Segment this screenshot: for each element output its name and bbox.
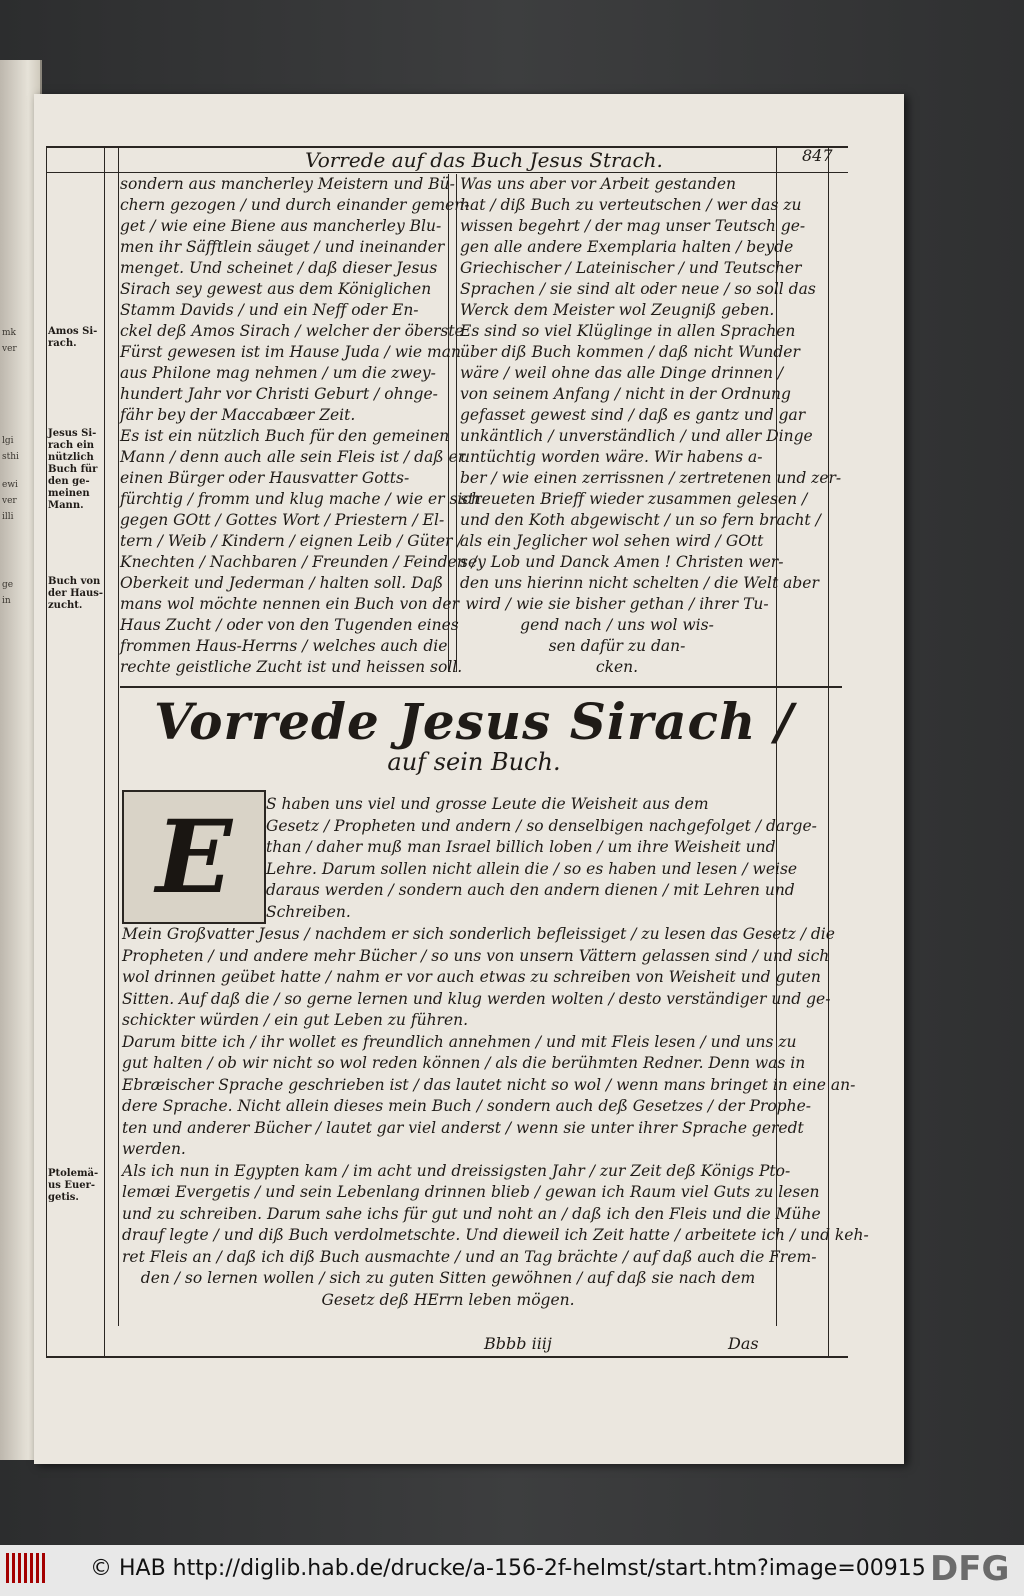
text-line: rechte geistliche Zucht ist und heissen soll. [120, 658, 463, 676]
text-line: von seinem Anfang / nicht in der Ordnung [460, 385, 791, 403]
frame-rule-right [828, 146, 829, 1356]
hab-logo-icon [6, 1553, 46, 1583]
text-line: tern / Weib / Kindern / eignen Leib / Güter / [120, 532, 463, 550]
facing-page-fragment: ver [2, 344, 17, 354]
text-line: get / wie eine Biene aus mancherley Blu- [120, 217, 442, 235]
body-text [122, 924, 869, 1311]
text-line: untüchtig worden wäre. Wir habens a- [460, 448, 763, 466]
text-line: werden. [122, 1140, 186, 1158]
text-line: unkäntlich / unverständlich / und aller Dinge [460, 427, 813, 445]
text-line: Gesetz deß HErrn leben mögen. [321, 1290, 575, 1309]
text-line: Haus Zucht / oder von den Tugenden eines [120, 616, 459, 634]
text-line: drauf legte / und diß Buch verdolmetschte. Und dieweil ich Zeit hatte / arbeitete ich / und keh- [122, 1226, 869, 1244]
text-line: Als ich nun in Egypten kam / im acht und dreissigsten Jahr / zur Zeit deß Königs Pto- [122, 1161, 791, 1180]
text-line: Was uns aber vor Arbeit gestanden [460, 175, 737, 193]
text-line: ckel deß Amos Sirach / welcher der öberste [120, 322, 464, 340]
text-line: einen Bürger oder Hausvatter Gotts- [120, 469, 410, 487]
text-line: hat / diß Buch zu verteutschen / wer das zu [460, 196, 802, 214]
frame-rule-bottom [46, 1356, 848, 1358]
facing-page-fragment: mk [2, 328, 16, 338]
page-number: 847 [802, 146, 833, 165]
text-line: Gesetz / Propheten und andern / so denselbigen nachgefolget / darge- [266, 816, 817, 835]
margin-note-amos: Amos Si- rach. [48, 326, 98, 349]
text-line: ret Fleis an / daß ich diß Buch ausmachte / und an Tag brächte / auf daß auch die Frem- [122, 1247, 817, 1266]
text-line: Lehre. Darum sollen nicht allein die / so es haben und lesen / weise [266, 859, 798, 878]
text-line: wol drinnen geübet hatte / nahm er vor auch etwas zu schreiben von Weisheit und guten [122, 968, 821, 986]
text-line: Mein Großvatter Jesus / nachdem er sich sonderlich befleissiget / zu lesen das Gesetz / die [122, 925, 835, 943]
title-separator [120, 686, 842, 688]
text-line: hundert Jahr vor Christi Geburt / ohnge- [120, 385, 438, 403]
text-line: gefasset gewest sind / daß es gantz und gar [460, 406, 806, 424]
text-line: cken. [595, 658, 639, 676]
facing-page-fragment: sthi [2, 452, 19, 462]
text-line: gegen GOtt / Gottes Wort / Priestern / El- [120, 511, 445, 529]
margin-note-useful-book: Jesus Si- rach ein nützlich Buch für den ge- meinen Mann. [48, 428, 98, 511]
text-line: Propheten / und andere mehr Bücher / so uns von unsern Vättern gelassen sind / und sich [122, 946, 830, 965]
text-line: wäre / weil ohne das alle Dinge drinnen / [460, 364, 784, 382]
margin-note-ptolemaeus: Ptolemä- us Euer- getis. [48, 1168, 99, 1203]
margin-rule [104, 146, 105, 1356]
text-line: Schreiben. [266, 902, 351, 921]
text-line: Sirach sey gewest aus dem Königlichen [120, 280, 432, 298]
text-line: ten und anderer Bücher / lautet gar viel anderst / wenn sie unter ihrer Sprache geredt [122, 1118, 804, 1137]
text-line: schickter würden / ein gut Leben zu führen. [122, 1011, 469, 1029]
text-line: gut halten / ob wir nicht so wol reden können / als die berühmten Redner. Denn was in [122, 1054, 806, 1072]
text-line: frommen Haus-Herrns / welches auch die [120, 637, 448, 655]
frame-rule-header [46, 172, 848, 173]
facing-page-fragment: ewi [2, 480, 18, 490]
text-line: Es ist ein nützlich Buch für den gemeinen [120, 427, 450, 445]
text-line: Oberkeit und Jederman / halten soll. Daß [120, 574, 444, 592]
text-line: wird / wie sie bisher gethan / ihrer Tu- [465, 595, 769, 613]
footer-bar [0, 1545, 1024, 1596]
text-line: streueten Brieff wieder zusammen gelesen / [460, 490, 808, 508]
text-line: Es sind so viel Klüglinge in allen Sprachen [460, 322, 796, 340]
facing-page-fragment: in [2, 596, 11, 606]
source-url: © HAB http://diglib.hab.de/drucke/a-156-2f-helmst/start.htm?image=00915 [90, 1556, 926, 1581]
text-line: aus Philone mag nehmen / um die zwey- [120, 364, 436, 382]
text-line: Sitten. Auf daß die / so gerne lernen und klug werden wolten / desto verständiger und ge- [122, 989, 831, 1008]
running-head: Vorrede auf das Buch Jesus Strach. [305, 148, 663, 172]
signature-mark: Bbbb iiij [484, 1334, 552, 1353]
text-line: Stamm Davids / und ein Neff oder En- [120, 301, 419, 319]
text-line: sen dafür zu dan- [548, 637, 686, 655]
text-line: ber / wie einen zerrissnen / zertretenen und zer- [460, 469, 842, 487]
text-line: Ebræischer Sprache geschrieben ist / das lautet nicht so wol / wenn mans bringet in eine an- [122, 1075, 856, 1094]
facing-page-fragment: ver [2, 496, 17, 506]
text-line: Mann / denn auch alle sein Fleis ist / daß er [120, 448, 466, 466]
text-line: den / so lernen wollen / sich zu guten Sitten gewöhnen / auf daß sie nach dem [140, 1269, 756, 1287]
text-line: sey Lob und Danck Amen ! Christen wer- [460, 553, 784, 571]
text-line: mans wol möchte nennen ein Buch von der [120, 595, 460, 613]
text-line: S haben uns viel und grosse Leute die Weisheit aus dem [266, 795, 709, 813]
facing-page-fragment: illi [2, 512, 14, 522]
text-line: und zu schreiben. Darum sahe ichs für gut und noht an / daß ich den Fleis und die Mühe [122, 1204, 821, 1223]
frame-rule-left [46, 146, 47, 1356]
text-line: den uns hierinn nicht schelten / die Welt aber [460, 574, 819, 592]
text-line: gen alle andere Exemplaria halten / beyde [460, 238, 794, 256]
section-title: Vorrede Jesus Sirach / [153, 692, 795, 751]
text-line: men ihr Säfftlein säuget / und ineinander [120, 238, 445, 256]
right-column [460, 174, 842, 678]
text-line: dere Sprache. Nicht allein dieses mein Buch / sondern auch deß Gesetzes / der Prophe- [122, 1097, 812, 1115]
text-line: Knechten / Nachbaren / Freunden / Feinden / [120, 553, 477, 571]
text-line: über diß Buch kommen / daß nicht Wunder [460, 343, 800, 361]
text-line: Sprachen / sie sind alt oder neue / so soll das [460, 280, 816, 298]
catchword: Das [728, 1334, 759, 1353]
text-line: Werck dem Meister wol Zeugniß geben. [460, 301, 775, 319]
text-line: und den Koth abgewischt / un so fern bracht / [460, 511, 821, 529]
text-line: wissen begehrt / der mag unser Teutsch ge- [460, 217, 806, 235]
text-rule-left [118, 146, 119, 1326]
text-line: daraus werden / sondern auch den andern dienen / mit Lehren und [266, 881, 795, 899]
text-line: than / daher muß man Israel billich loben / um ihre Weisheit und [266, 838, 776, 856]
left-column [120, 174, 482, 678]
text-line: Darum bitte ich / ihr wollet es freundlich annehmen / und mit Fleis lesen / und uns zu [122, 1032, 797, 1051]
text-line: lemæi Evergetis / und sein Lebenlang drinnen blieb / gewan ich Raum viel Guts zu lesen [122, 1183, 820, 1201]
text-line: gend nach / uns wol wis- [520, 616, 714, 634]
dfg-logo: DFG [930, 1549, 1010, 1589]
section-subtitle: auf sein Buch. [387, 748, 561, 776]
facing-page-fragment: ge [2, 580, 14, 590]
text-line: fürchtig / fromm und klug mache / wie er sich [120, 490, 482, 508]
text-line: Fürst gewesen ist im Hause Juda / wie man [120, 343, 461, 361]
text-line: sondern aus mancherley Meistern und Bü- [120, 175, 455, 193]
text-line: als ein Jeglicher wol sehen wird / GOtt [460, 532, 764, 550]
book-page [34, 94, 904, 1464]
text-line: fähr bey der Maccabæer Zeit. [120, 406, 356, 424]
margin-note-house-discipline: Buch von der Haus- zucht. [48, 576, 104, 611]
intro-paragraph [266, 794, 817, 923]
decorated-initial: E [122, 790, 266, 924]
facing-page-fragment: lgi [2, 436, 14, 446]
text-line: chern gezogen / und durch einander gemen- [120, 196, 470, 214]
text-line: Griechischer / Lateinischer / und Teutscher [460, 259, 802, 277]
text-line: menget. Und scheinet / daß dieser Jesus [120, 259, 438, 277]
